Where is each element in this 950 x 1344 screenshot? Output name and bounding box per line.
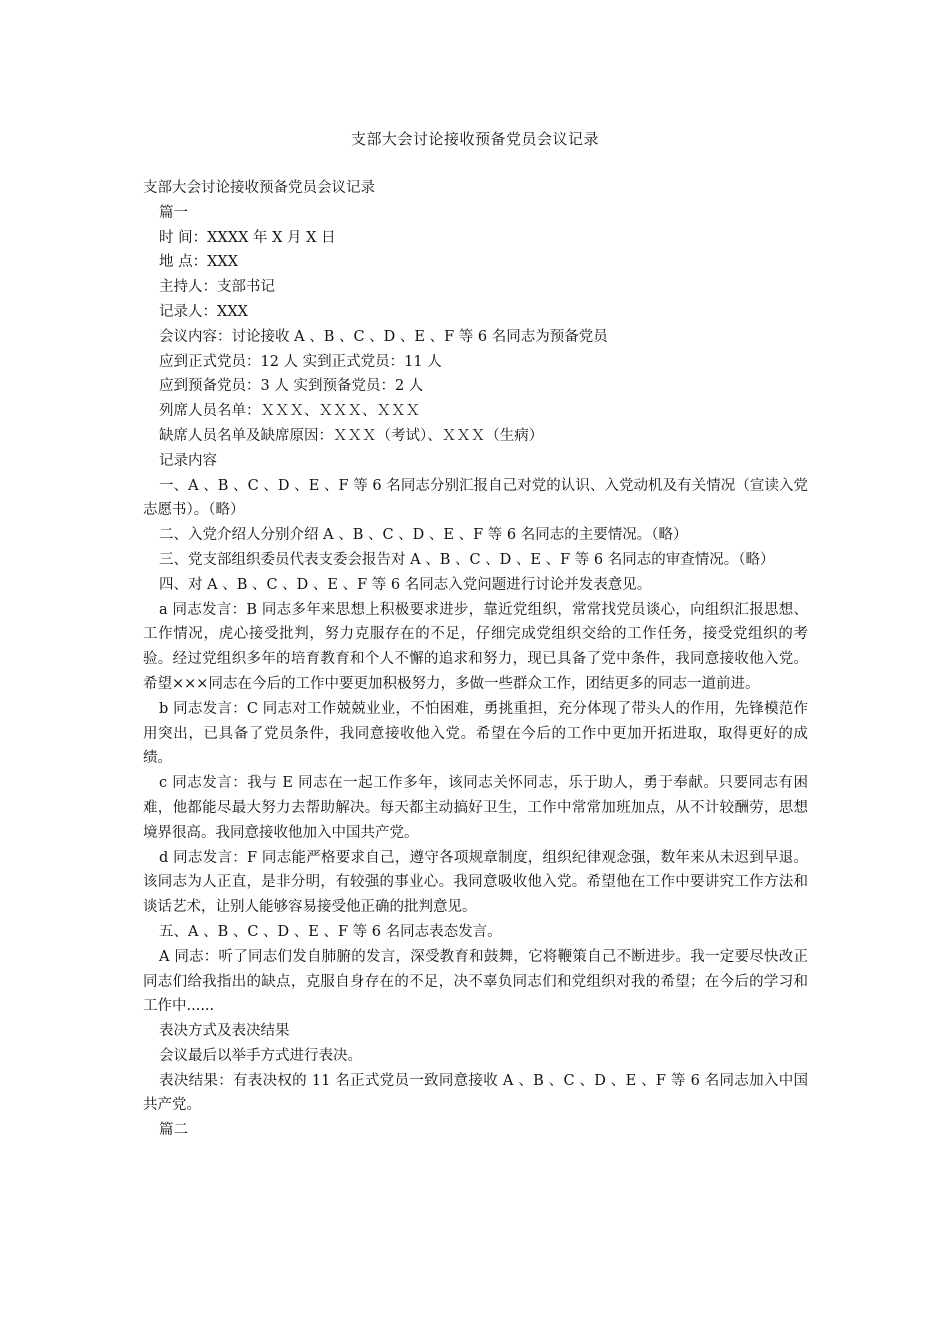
document-paragraph: 主持人：支部书记 bbox=[159, 279, 275, 296]
document-paragraph: 会议最后以举手方式进行表决。 bbox=[159, 1047, 362, 1064]
document-paragraph: 记录内容 bbox=[159, 452, 217, 469]
document-paragraph: 应到预备党员：3 人 实到预备党员：2 人 bbox=[159, 378, 424, 395]
document-paragraph: 记录人：XXX bbox=[159, 303, 248, 320]
document-paragraph: 三、党支部组织委员代表支委会报告对 A 、B 、C 、D 、E 、F 等 6 名同志的审查情况。（略） bbox=[159, 551, 775, 568]
document-paragraph: 五、A 、B 、C 、D 、E 、F 等 6 名同志表态发言。 bbox=[159, 923, 502, 940]
document-paragraph: A 同志：听了同志们发自肺腑的发言，深受教育和鼓舞，它将鞭策自己不断进步。我一定要尽快改正同志们给我指出的缺点，克服自身存在的不足，决不辜负同志们和党组织对我的希望；在今后的学习和工作中...... bbox=[143, 948, 808, 1015]
document-paragraph: 篇二 bbox=[159, 1122, 188, 1139]
document-paragraph: 缺席人员名单及缺席原因：ＸＸＸ（考试）、ＸＸＸ（生病） bbox=[159, 427, 544, 444]
document-paragraph: 表决结果：有表决权的 11 名正式党员一致同意接收 A 、B 、C 、D 、E 、F 等 6 名同志加入中国共产党。 bbox=[143, 1072, 808, 1114]
document-paragraph: 四、对 A 、B 、C 、D 、E 、F 等 6 名同志入党问题进行讨论并发表意见。 bbox=[159, 576, 652, 593]
document-body bbox=[143, 176, 808, 1143]
document-paragraph: 一、A 、B 、C 、D 、E 、F 等 6 名同志分别汇报自己对党的认识、入党动机及有关情况（宣读入党志愿书）。（略） bbox=[143, 477, 808, 519]
document-paragraph: c 同志发言：我与 E 同志在一起工作多年，该同志关怀同志，乐于助人，勇于奉献。只要同志有困难，他都能尽最大努力去帮助解决。每天都主动搞好卫生，工作中常常加班加点，从不计较酬劳，思想境界很高。我同意接收他加入中国共产党。 bbox=[143, 775, 808, 841]
document-paragraph: 地 点：XXX bbox=[159, 254, 239, 271]
document-paragraph: 列席人员名单：ＸＸＸ、ＸＸＸ、ＸＸＸ bbox=[159, 403, 420, 420]
document-paragraph: b 同志发言：C 同志对工作兢兢业业，不怕困难，勇挑重担，充分体现了带头人的作用，先锋模范作用突出，已具备了党员条件，我同意接收他入党。希望在今后的工作中更加开拓进取，取得更好的成绩。 bbox=[143, 700, 808, 767]
document-paragraph: 二、入党介绍人分别介绍 A 、B 、C 、D 、E 、F 等 6 名同志的主要情况。（略） bbox=[159, 527, 688, 544]
document-paragraph: a 同志发言：B 同志多年来思想上积极要求进步，靠近党组织，常常找党员谈心，向组织汇报思想、工作情况，虎心接受批判，努力克服存在的不足，仔细完成党组织交给的工作任务，接受党组织的考验。经过党组织多年的培育教育和个人不懈的追求和努力，现已具备了党中条件，我同意接收他入党。希望×××同志在今后的工作中要更加积极努力，多做一些群众工作，团结更多的同志一道前进。 bbox=[143, 601, 808, 692]
document-paragraph: 会议内容：讨论接收 A 、B 、C 、D 、E 、F 等 6 名同志为预备党员 bbox=[159, 328, 608, 345]
document-paragraph: 时 间：XXXX 年 X 月 X 日 bbox=[159, 229, 336, 246]
document-paragraph: 篇一 bbox=[159, 204, 188, 221]
document-paragraph: 表决方式及表决结果 bbox=[159, 1023, 290, 1040]
document-paragraph: 支部大会讨论接收预备党员会议记录 bbox=[143, 180, 375, 196]
document-paragraph: 应到正式党员：12 人 实到正式党员：11 人 bbox=[159, 353, 442, 370]
document-title: 支部大会讨论接收预备党员会议记录 bbox=[350, 130, 599, 148]
document-paragraph: d 同志发言：F 同志能严格要求自己，遵守各项规章制度，组织纪律观念强，数年来从未迟到早退。该同志为人正直，是非分明，有较强的事业心。我同意吸收他入党。希望他在工作中要讲究工作方法和谈话艺术，让别人能够容易接受他正确的批判意见。 bbox=[143, 849, 808, 916]
